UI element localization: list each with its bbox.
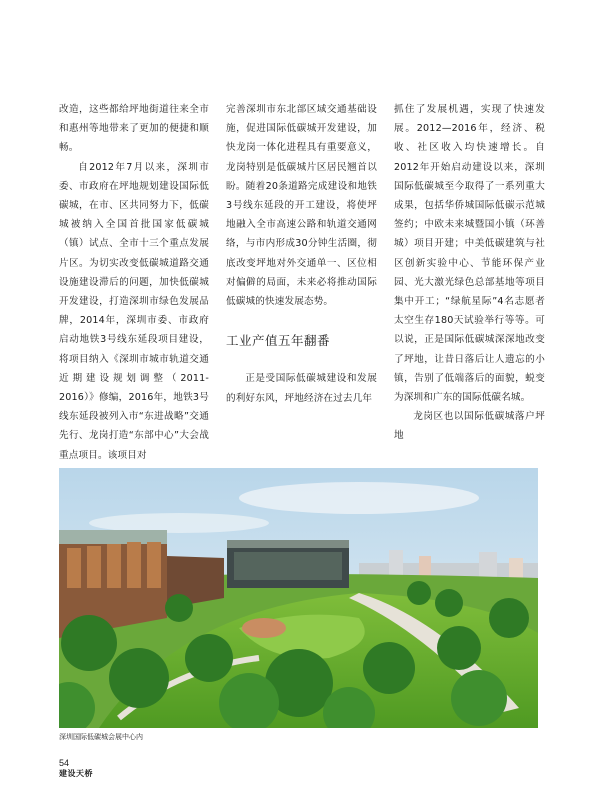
exhibition-center-photo bbox=[59, 468, 538, 728]
paragraph: 自2012年7月以来，深圳市委、市政府在坪地规划建设国际低碳城，在市、区共同努力下，低碳城被纳入全国首批国家低碳城（镇）试点、全市十三个重点发展片区。为切实改变低碳城道路交通设施建设滞后的问题，加快低碳城开发建设，打造深圳市绿色发展品牌，2014年，深圳市委、市政府启动地铁3号线东延段项目建设，将项目纳入《深圳市城市轨道交通近期建设规划调整（2011-2016）》修编，2016年，地铁3号线东延段被列入市“东进战略”交通先行、龙岗打造“东部中心”大会战重点项目。该项目对 bbox=[59, 161, 209, 461]
photo-caption: 深圳国际低碳城会展中心内 bbox=[59, 733, 143, 741]
magazine-name: 建设天桥 bbox=[59, 769, 93, 778]
paragraph: 正是受国际低碳城建设和发展的利好东风，坪地经济在过去几年 bbox=[226, 373, 377, 404]
paragraph: 龙岗区也以国际低碳城落户坪地 bbox=[394, 411, 545, 442]
section-heading: 工业产值五年翻番 bbox=[226, 333, 331, 349]
page-number: 54 bbox=[59, 758, 70, 768]
article-column-1 bbox=[59, 100, 209, 465]
article-column-3 bbox=[394, 100, 545, 446]
paragraph: 改造，这些都给坪地街道往来全市和惠州等地带来了更加的便捷和顺畅。 bbox=[59, 104, 209, 154]
paragraph: 抓住了发展机遇，实现了快速发展。2012—2016年，经济、税收、社区收入均快速增长。自2012年开始启动建设以来，深圳国际低碳城至今取得了一系列重大成果，包括华侨城国际低碳示范城签约；中欧未来城暨国小镇（环善城）项目开建；中美低碳建筑与社区创新实验中心、节能环保产业园、光大激光绿色总部基地等项目集中开工；“绿航星际”4名志愿者太空生存180天试验举行等等。可以说，正是国际低碳城深深地改变了坪地，让昔日落后让人遗忘的小镇，告别了低端落后的面貌，蜕变为深圳和广东的国际低碳名城。 bbox=[394, 104, 545, 404]
article-column-2 bbox=[226, 100, 377, 408]
paragraph: 完善深圳市东北部区域交通基础设施，促进国际低碳城开发建设，加快龙岗一体化进程具有重要意义，龙岗特别是低碳城片区居民翘首以盼。随着20条道路完成建设和地铁3号线东延段的开工建设，将使坪地融入全市高速公路和轨道交通网络，与市内形成30分钟生活圈，彻底改变坪地对外交通单一、区位相对偏僻的局面，未来必将推动国际低碳城的快速发展态势。 bbox=[226, 104, 377, 308]
